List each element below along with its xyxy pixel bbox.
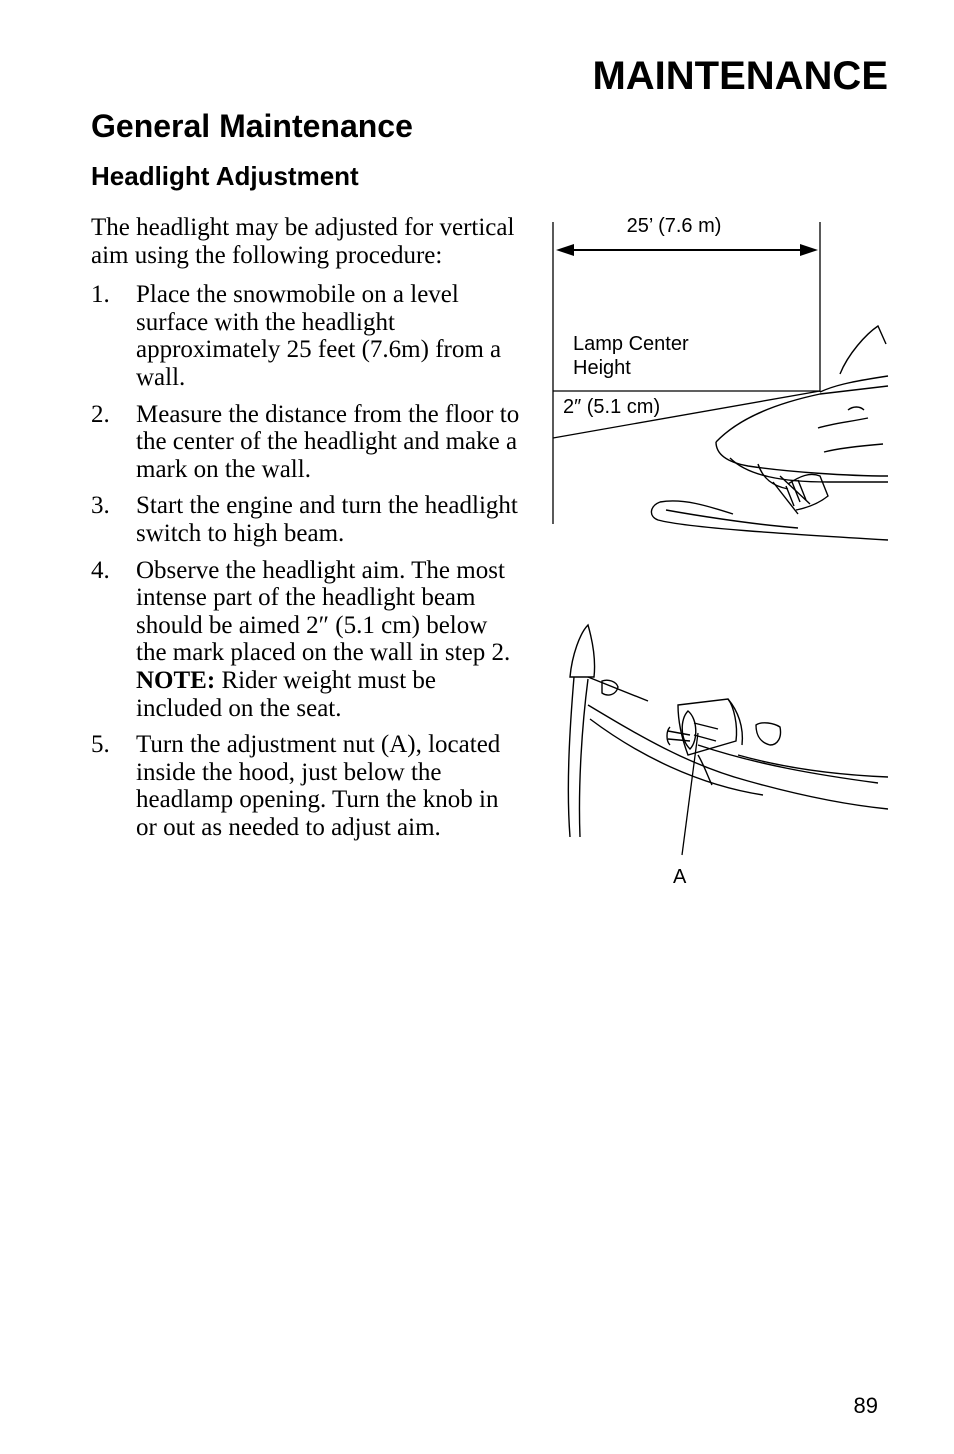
chapter-title: MAINTENANCE <box>592 54 888 98</box>
snowmobile-icon <box>651 326 888 540</box>
adjustment-nut-diagram <box>548 615 893 895</box>
drop-label: 2″ (5.1 cm) <box>563 396 661 418</box>
step-text: Observe the headlight aim. The most intense part of the headlight beam should be aimed 2″ (5.1 cm) below the mark placed on the wall in step 2. NOTE: Rider weight must be included on the seat. <box>136 556 511 722</box>
headlight-housing-icon <box>568 625 888 837</box>
page-number: 89 <box>853 1393 878 1418</box>
step-number: 2. <box>91 400 110 428</box>
section-title: General Maintenance <box>91 108 413 144</box>
step-item <box>91 401 521 484</box>
callout-label-a: A <box>673 866 687 888</box>
step-number: 3. <box>91 492 110 520</box>
headlight-aim-diagram <box>548 214 893 549</box>
step-text: Place the snowmobile on a level surface with the headlight approximately 25 feet (7.6m) from a wall. <box>136 281 502 391</box>
intro-paragraph: The headlight may be adjusted for vertical aim using the following procedure: <box>91 214 515 269</box>
subsection-title: Headlight Adjustment <box>91 161 359 191</box>
step-item <box>91 281 521 391</box>
step-item <box>91 731 521 841</box>
procedure-steps <box>91 281 521 841</box>
lamp-center-label: Lamp Center <box>573 333 689 355</box>
step-item <box>91 557 521 723</box>
step-text: Turn the adjustment nut (A), located inside the hood, just below the headlamp opening. Turn the knob in or out as needed to adjust aim. <box>136 731 501 841</box>
step-text: Measure the distance from the floor to the center of the headlight and make a mark on the wall. <box>136 400 520 483</box>
step-number: 4. <box>91 556 110 584</box>
step-text: Start the engine and turn the headlight switch to high beam. <box>136 492 518 547</box>
arrow-head-left <box>556 244 574 256</box>
procedure-body <box>91 214 521 850</box>
callout-leader-line <box>682 733 698 855</box>
step-number: 5. <box>91 731 110 759</box>
step-number: 1. <box>91 281 110 309</box>
distance-label: 25’ (7.6 m) <box>626 215 722 237</box>
lamp-center-label: Height <box>573 357 631 379</box>
note-label: NOTE: <box>136 666 216 694</box>
arrow-head-right <box>800 244 818 256</box>
step-item <box>91 492 521 547</box>
